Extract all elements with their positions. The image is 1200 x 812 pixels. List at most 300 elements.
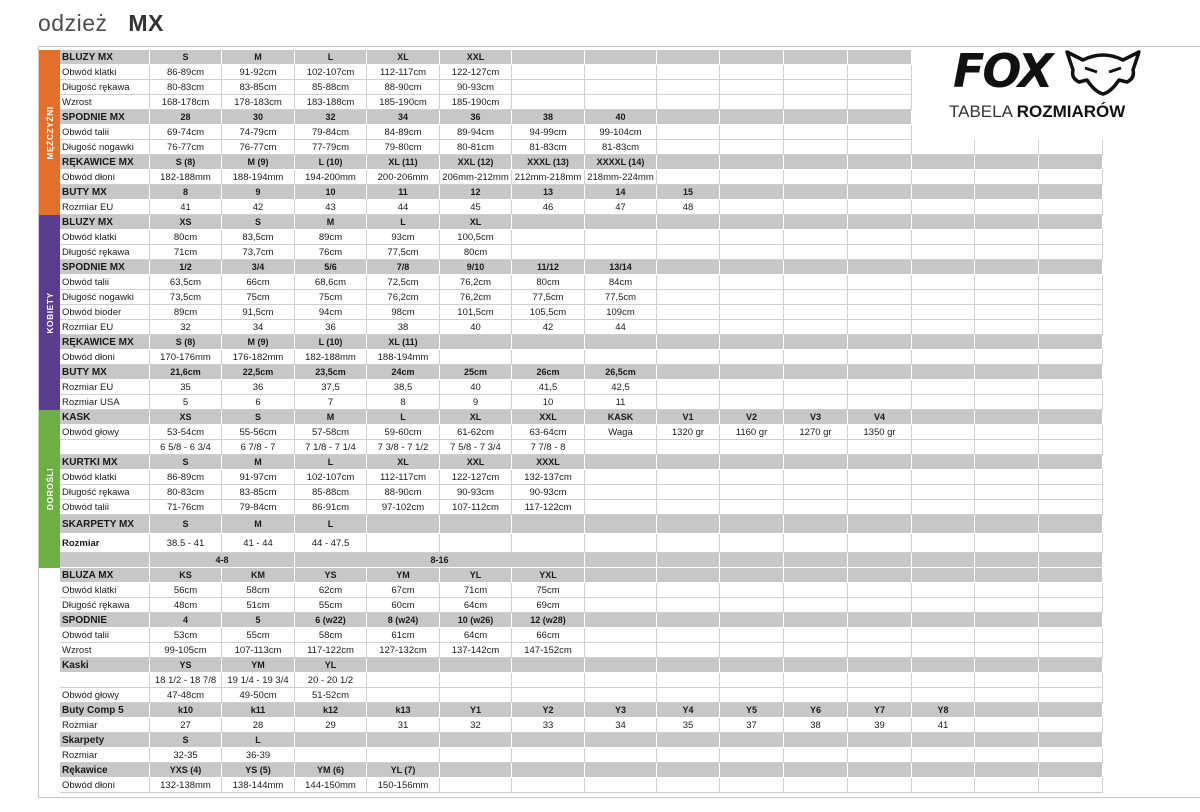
empty-cell [1039,245,1103,260]
empty-cell [784,200,848,215]
row-label: Buty Comp 5 [60,703,150,718]
row-label: Obwód talii [60,275,150,290]
empty-cell [367,534,440,553]
empty-cell [848,335,912,350]
empty-cell [975,290,1039,305]
empty-cell [975,658,1039,673]
table-cell: 59-60cm [367,425,440,440]
empty-cell [975,515,1039,534]
row-label: BLUZY MX [60,215,150,230]
table-cell: Waga [585,425,657,440]
empty-cell [912,350,975,365]
table-cell: 88-90cm [367,80,440,95]
empty-cell [657,500,720,515]
table-cell: 77,5cm [585,290,657,305]
empty-cell [657,290,720,305]
table-cell: L (10) [295,335,367,350]
empty-cell [784,125,848,140]
table-cell: 109cm [585,305,657,320]
empty-cell [440,534,512,553]
row-label: Długość rękawa [60,80,150,95]
row-label: Obwód klatki [60,470,150,485]
empty-cell [912,658,975,673]
empty-cell [585,748,657,763]
row-label: Rozmiar EU [60,380,150,395]
empty-cell [784,568,848,583]
empty-cell [720,305,784,320]
table-cell: YS [295,568,367,583]
empty-cell [784,515,848,534]
table-cell: 24cm [367,365,440,380]
empty-cell [912,245,975,260]
empty-cell [585,628,657,643]
table-cell: 22,5cm [222,365,295,380]
empty-cell [720,200,784,215]
empty-cell [912,140,975,155]
table-cell: XXL [440,455,512,470]
empty-cell [912,215,975,230]
empty-cell [585,50,657,65]
row-label: Obwód bioder [60,305,150,320]
empty-cell [720,643,784,658]
empty-cell [585,65,657,80]
table-cell: 42 [512,320,585,335]
empty-cell [657,80,720,95]
table-cell: 44 [585,320,657,335]
table-cell: 27 [150,718,222,733]
empty-cell [975,410,1039,425]
empty-cell [585,245,657,260]
table-cell: 150-156mm [367,778,440,793]
table-cell: 55cm [222,628,295,643]
empty-cell [720,455,784,470]
table-cell: 75cm [512,583,585,598]
empty-cell [784,598,848,613]
empty-cell [1039,230,1103,245]
page-title-prefix: odzież [38,10,108,36]
table-cell: 206mm-212mm [440,170,512,185]
table-cell: 35 [150,380,222,395]
table-cell: 18 1/2 - 18 7/8 [150,673,222,688]
table-cell: V3 [784,410,848,425]
empty-cell [720,170,784,185]
empty-cell [1039,455,1103,470]
row-label: RĘKAWICE MX [60,335,150,350]
empty-cell [657,50,720,65]
table-cell: V2 [720,410,784,425]
empty-cell [912,583,975,598]
empty-cell [657,245,720,260]
row-label: Rozmiar EU [60,320,150,335]
empty-cell [440,748,512,763]
table-cell: M [222,50,295,65]
table-cell: Y6 [784,703,848,718]
table-cell: XL [440,410,512,425]
table-cell: 212mm-218mm [512,170,585,185]
empty-cell [784,305,848,320]
table-cell: 48 [657,200,720,215]
empty-cell [512,50,585,65]
table-cell: S [150,50,222,65]
table-cell: 38,5 [367,380,440,395]
empty-cell [585,95,657,110]
empty-cell [912,485,975,500]
empty-cell [585,763,657,778]
table-cell: 6 7/8 - 7 [222,440,295,455]
empty-cell [440,688,512,703]
empty-cell [1039,583,1103,598]
table-cell: 83-85cm [222,485,295,500]
empty-cell [784,553,848,568]
table-cell: 91,5cm [222,305,295,320]
table-cell: 101,5cm [440,305,512,320]
table-cell: 40 [440,320,512,335]
table-cell: 147-152cm [512,643,585,658]
table-cell: YM (6) [295,763,367,778]
table-cell: 9/10 [440,260,512,275]
empty-cell [975,140,1039,155]
row-label: Długość rękawa [60,485,150,500]
table-cell: 6 (w22) [295,613,367,628]
empty-cell [657,598,720,613]
table-cell: XXXL [512,455,585,470]
empty-cell [720,598,784,613]
table-cell: 89cm [295,230,367,245]
empty-cell [1039,748,1103,763]
empty-cell [848,185,912,200]
empty-cell [848,320,912,335]
table-cell: 99-104cm [585,125,657,140]
table-cell: 69-74cm [150,125,222,140]
empty-cell [512,230,585,245]
empty-cell [512,673,585,688]
table-cell: 41 [150,200,222,215]
empty-cell [657,568,720,583]
section-band-adults [39,410,60,568]
empty-cell [784,534,848,553]
table-cell: 72,5cm [367,275,440,290]
empty-cell [657,95,720,110]
table-cell: 188-194mm [222,170,295,185]
table-cell: 14 [585,185,657,200]
empty-cell [1039,553,1103,568]
table-cell: 80-81cm [440,140,512,155]
empty-cell [1039,290,1103,305]
table-cell: 107-113cm [222,643,295,658]
empty-cell [975,643,1039,658]
table-cell: Y7 [848,703,912,718]
table-cell: 102-107cm [295,470,367,485]
empty-cell [720,733,784,748]
table-cell: 19 1/4 - 19 3/4 [222,673,295,688]
empty-cell [720,485,784,500]
table-cell: 200-206mm [367,170,440,185]
empty-cell [1039,380,1103,395]
empty-cell [657,335,720,350]
row-label: Obwód klatki [60,65,150,80]
row-label [60,553,150,568]
empty-cell [784,778,848,793]
empty-cell [657,673,720,688]
empty-cell [367,733,440,748]
table-cell: 71-76cm [150,500,222,515]
table-cell: 4 [150,613,222,628]
empty-cell [848,568,912,583]
table-cell: 107-112cm [440,500,512,515]
table-cell: 71cm [440,583,512,598]
table-cell: 48cm [150,598,222,613]
table-cell: 32 [440,718,512,733]
table-cell: 51cm [222,598,295,613]
table-cell: 73,7cm [222,245,295,260]
table-cell: 28 [222,718,295,733]
table-cell: 97-102cm [367,500,440,515]
table-cell: M [295,215,367,230]
empty-cell [848,170,912,185]
empty-cell [585,470,657,485]
table-cell: YL [440,568,512,583]
empty-cell [975,534,1039,553]
empty-cell [848,95,912,110]
empty-cell [367,658,440,673]
empty-cell [367,515,440,534]
table-cell: 218mm-224mm [585,170,657,185]
table-cell: 77-79cm [295,140,367,155]
table-cell: 76,2cm [367,290,440,305]
row-label: Obwód głowy [60,688,150,703]
empty-cell [1039,350,1103,365]
row-label: Rozmiar [60,718,150,733]
empty-cell [1039,410,1103,425]
row-label: Obwód dłoni [60,350,150,365]
table-cell: YL [295,658,367,673]
table-cell: 36 [440,110,512,125]
empty-cell [975,703,1039,718]
table-cell: 21,6cm [150,365,222,380]
table-cell: 10 [512,395,585,410]
table-cell: 168-178cm [150,95,222,110]
empty-cell [975,500,1039,515]
logo-tagline [949,102,1125,122]
empty-cell [912,185,975,200]
empty-cell [657,260,720,275]
empty-cell [784,260,848,275]
table-cell: 38 [512,110,585,125]
table-cell: 132-137cm [512,470,585,485]
table-cell: 80cm [440,245,512,260]
empty-cell [512,688,585,703]
table-cell: L [222,733,295,748]
table-cell: 8 (w24) [367,613,440,628]
section-label: MĘŻCZYŹNI [44,105,55,160]
empty-cell [440,515,512,534]
table-cell: 53-54cm [150,425,222,440]
row-label: KURTKI MX [60,455,150,470]
empty-cell [848,230,912,245]
table-cell: 105,5cm [512,305,585,320]
empty-cell [512,658,585,673]
table-cell: 1160 gr [720,425,784,440]
table-cell: 58cm [222,583,295,598]
fox-head-icon [1063,44,1143,96]
empty-cell [975,425,1039,440]
empty-cell [784,455,848,470]
table-cell: 60cm [367,598,440,613]
empty-cell [848,673,912,688]
table-cell: 61-62cm [440,425,512,440]
empty-cell [657,155,720,170]
empty-cell [720,380,784,395]
empty-cell [1039,658,1103,673]
table-cell: S [222,215,295,230]
empty-cell [975,455,1039,470]
table-cell: 42,5 [585,380,657,395]
empty-cell [912,613,975,628]
empty-cell [720,50,784,65]
page-title-main: MX [128,10,164,36]
table-cell: 117-122cm [295,643,367,658]
table-cell: 1350 gr [848,425,912,440]
empty-cell [975,553,1039,568]
table-cell: M [222,515,295,534]
empty-cell [295,748,367,763]
table-cell: 26cm [512,365,585,380]
empty-cell [585,658,657,673]
empty-cell [912,380,975,395]
empty-cell [848,155,912,170]
table-cell: 75cm [222,290,295,305]
table-cell: XXXL (13) [512,155,585,170]
table-cell: k13 [367,703,440,718]
empty-cell [720,95,784,110]
empty-cell [975,583,1039,598]
table-cell: 55-56cm [222,425,295,440]
empty-cell [440,673,512,688]
empty-cell [1039,470,1103,485]
table-cell: 76,2cm [440,275,512,290]
table-cell: 170-176mm [150,350,222,365]
empty-cell [585,733,657,748]
empty-cell [720,155,784,170]
fox-wordmark: FOX [953,44,1052,98]
empty-cell [784,140,848,155]
row-label: Skarpety [60,733,150,748]
empty-cell [657,65,720,80]
empty-cell [848,395,912,410]
empty-cell [912,748,975,763]
empty-cell [585,534,657,553]
row-label: SKARPETY MX [60,515,150,534]
empty-cell [784,583,848,598]
table-cell: 91-92cm [222,65,295,80]
table-cell: YM [222,658,295,673]
table-cell: 74-79cm [222,125,295,140]
empty-cell [585,455,657,470]
empty-cell [585,485,657,500]
empty-cell [512,515,585,534]
empty-cell [1039,200,1103,215]
empty-cell [585,598,657,613]
table-cell: 10 (w26) [440,613,512,628]
table-cell: 29 [295,718,367,733]
table-cell: XL [367,50,440,65]
empty-cell [784,50,848,65]
table-cell: XXL [440,50,512,65]
table-cell: 91-97cm [222,470,295,485]
table-cell: 9 [440,395,512,410]
empty-cell [912,643,975,658]
empty-cell [912,515,975,534]
row-label: Rozmiar [60,748,150,763]
table-cell: 6 [222,395,295,410]
empty-cell [975,380,1039,395]
empty-cell [657,470,720,485]
empty-cell [585,568,657,583]
empty-cell [657,230,720,245]
row-label: Rozmiar USA [60,395,150,410]
empty-cell [848,534,912,553]
empty-cell [975,778,1039,793]
empty-cell [848,763,912,778]
table-cell: 81-83cm [512,140,585,155]
empty-cell [657,778,720,793]
table-cell: 88-90cm [367,485,440,500]
empty-cell [720,215,784,230]
table-cell: 7 7/8 - 8 [512,440,585,455]
table-cell: 86-89cm [150,65,222,80]
table-cell: XL (11) [367,155,440,170]
empty-cell [720,245,784,260]
row-label: Długość rękawa [60,598,150,613]
table-cell: 10 [295,185,367,200]
empty-cell [912,470,975,485]
empty-cell [585,613,657,628]
empty-cell [912,628,975,643]
row-label: SPODNIE MX [60,110,150,125]
empty-cell [912,275,975,290]
empty-cell [784,485,848,500]
row-label: BUTY MX [60,365,150,380]
empty-cell [975,568,1039,583]
empty-cell [720,125,784,140]
table-cell: 83-85cm [222,80,295,95]
table-cell: 102-107cm [295,65,367,80]
table-cell: 30 [222,110,295,125]
table-cell: 84cm [585,275,657,290]
table-cell: 79-84cm [222,500,295,515]
empty-cell [848,748,912,763]
empty-cell [1039,718,1103,733]
table-cell: L [295,455,367,470]
empty-cell [784,245,848,260]
empty-cell [1039,320,1103,335]
table-cell: 35 [657,718,720,733]
empty-cell [975,485,1039,500]
table-cell: 37 [720,718,784,733]
table-cell: 63,5cm [150,275,222,290]
row-label [60,673,150,688]
table-cell: 32-35 [150,748,222,763]
row-label: Rękawice [60,763,150,778]
section-label: KOBIETY [44,291,55,334]
row-label: KASK [60,410,150,425]
table-cell: Y8 [912,703,975,718]
empty-cell [975,628,1039,643]
empty-cell [720,320,784,335]
empty-cell [848,628,912,643]
empty-cell [585,778,657,793]
empty-cell [912,553,975,568]
